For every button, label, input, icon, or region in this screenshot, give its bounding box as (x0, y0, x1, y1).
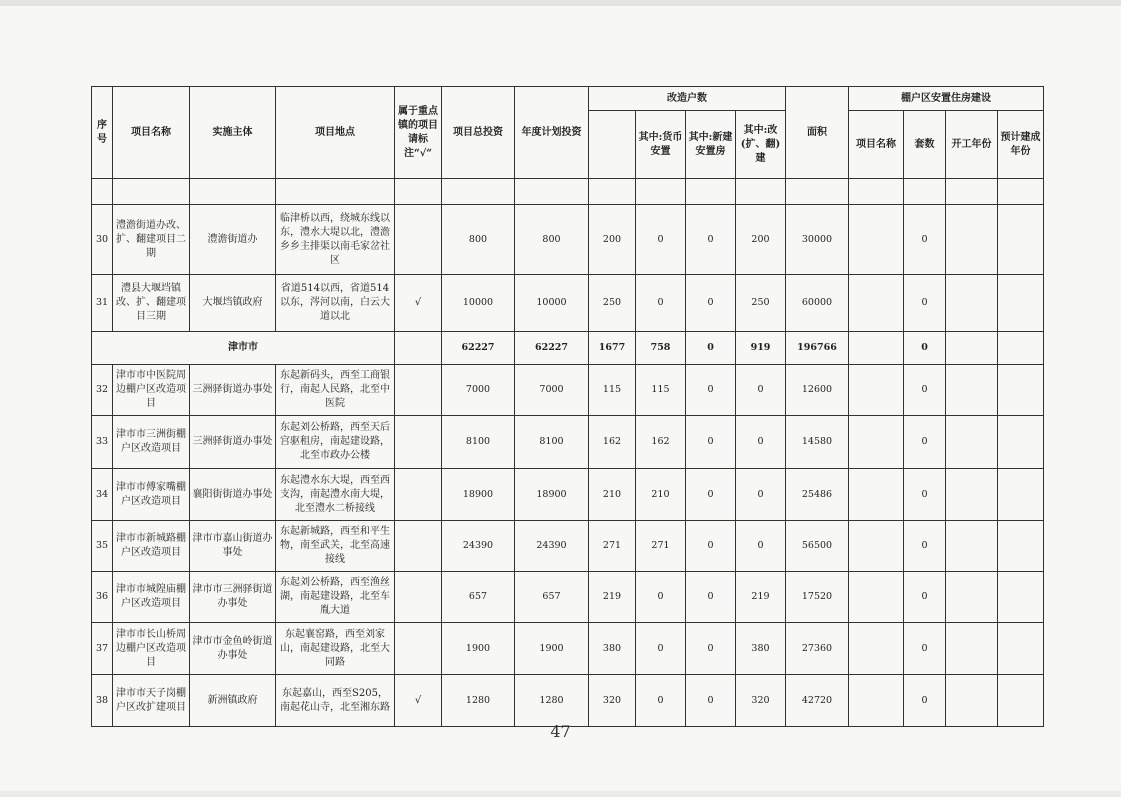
cell-res-finish (998, 365, 1044, 416)
table-row (92, 675, 1044, 727)
cell-area: 56500 (786, 521, 849, 572)
cell-entity: 三洲驿街道办事处 (190, 416, 276, 469)
cell-hh-total: 162 (589, 416, 636, 469)
header-location: 项目地点 (276, 87, 395, 179)
cell-hh-new: 0 (686, 521, 736, 572)
cell-hh-renovate: 250 (736, 275, 786, 332)
cell-location: 省道514以西，省道514以东，涔河以南，白云大道以北 (276, 275, 395, 332)
cell-seq: 38 (92, 675, 113, 727)
cell-hh-renovate: 0 (736, 521, 786, 572)
cell-area: 17520 (786, 572, 849, 623)
cell-res-start (946, 275, 998, 332)
cell-project-name: 津市市天子岗棚户区改扩建项目 (113, 675, 190, 727)
cell-project-name: 澧县大堰垱镇改、扩、翻建项目三期 (113, 275, 190, 332)
subtotal-annual-investment: 62227 (515, 332, 589, 365)
cell-hh-money: 0 (636, 205, 686, 275)
cell-res-finish (998, 572, 1044, 623)
cell-hh-money: 0 (636, 275, 686, 332)
cell-annual-investment: 1900 (515, 623, 589, 675)
cell-hh-money: 115 (636, 365, 686, 416)
header-res-start: 开工年份 (946, 111, 998, 179)
cell-location: 东起澧水东大堤，西至西支沟，南起澧水南大堤，北至澧水二桥接线 (276, 469, 395, 521)
cell-res-finish (998, 675, 1044, 727)
cell-hh-total: 210 (589, 469, 636, 521)
cell-seq: 31 (92, 275, 113, 332)
scan-edge-bottom (0, 791, 1121, 797)
cell-key-town: √ (395, 275, 442, 332)
cell-res-finish (998, 469, 1044, 521)
subtotal-hh-money: 758 (636, 332, 686, 365)
cell-location: 东起襄窑路，西至刘家山，南起建设路，北至大同路 (276, 623, 395, 675)
cell-total-investment: 8100 (442, 416, 515, 469)
cell-location: 东起刘公桥路，西至渔丝湖，南起建设路，北至车胤大道 (276, 572, 395, 623)
cell-annual-investment: 24390 (515, 521, 589, 572)
header-area: 面积 (786, 87, 849, 179)
cell-area: 12600 (786, 365, 849, 416)
header-hh-total (589, 111, 636, 179)
cell-entity: 新洲镇政府 (190, 675, 276, 727)
table-row (92, 623, 1044, 675)
cell-total-investment: 1900 (442, 623, 515, 675)
cell-hh-total: 200 (589, 205, 636, 275)
cell-hh-new: 0 (686, 416, 736, 469)
cell-seq: 33 (92, 416, 113, 469)
cell-area: 27360 (786, 623, 849, 675)
cell-res-start (946, 365, 998, 416)
header-hh-new: 其中:新建安置房 (686, 111, 736, 179)
cell-res-start (946, 572, 998, 623)
cell-res-name (849, 623, 904, 675)
subtotal-total-investment: 62227 (442, 332, 515, 365)
cell-hh-money: 210 (636, 469, 686, 521)
cell-area: 14580 (786, 416, 849, 469)
cell-entity: 襄阳街街道办事处 (190, 469, 276, 521)
cell-annual-investment: 7000 (515, 365, 589, 416)
subtotal-area: 196766 (786, 332, 849, 365)
cell-entity: 三洲驿街道办事处 (190, 365, 276, 416)
cell-hh-total: 320 (589, 675, 636, 727)
cell-res-name (849, 205, 904, 275)
cell-res-start (946, 623, 998, 675)
subtotal-hh-new: 0 (686, 332, 736, 365)
cell-total-investment: 24390 (442, 521, 515, 572)
cell-hh-total: 250 (589, 275, 636, 332)
cell-res-start (946, 675, 998, 727)
cell-hh-renovate: 0 (736, 469, 786, 521)
cell-project-name: 津市市新城路棚户区改造项目 (113, 521, 190, 572)
cell-total-investment: 7000 (442, 365, 515, 416)
cell-res-start (946, 205, 998, 275)
subtotal-label: 津市市 (92, 332, 395, 365)
cell-res-units: 0 (904, 521, 946, 572)
table-row (92, 469, 1044, 521)
cell-res-units: 0 (904, 675, 946, 727)
cell-hh-renovate: 0 (736, 365, 786, 416)
cell-total-investment: 1280 (442, 675, 515, 727)
cell-annual-investment: 18900 (515, 469, 589, 521)
cell-res-name (849, 275, 904, 332)
header-annual-investment: 年度计划投资 (515, 87, 589, 179)
header-households-group: 改造户数 (589, 87, 786, 111)
cell-annual-investment: 657 (515, 572, 589, 623)
cell-res-finish (998, 332, 1044, 365)
table-header (92, 87, 1044, 179)
cell-res-finish (998, 416, 1044, 469)
cell-res-finish (998, 205, 1044, 275)
cell-hh-new: 0 (686, 469, 736, 521)
cell-project-name: 澧澹街道办改、扩、翻建项目二期 (113, 205, 190, 275)
cell-res-units: 0 (904, 416, 946, 469)
cell-res-name (849, 469, 904, 521)
cell-hh-new: 0 (686, 365, 736, 416)
cell-res-units: 0 (904, 623, 946, 675)
cell-res-start (946, 521, 998, 572)
header-project-name: 项目名称 (113, 87, 190, 179)
cell-res-units: 0 (904, 365, 946, 416)
cell-res-name (849, 332, 904, 365)
cell-project-name: 津市市中医院周边棚户区改造项目 (113, 365, 190, 416)
cell-hh-renovate: 0 (736, 416, 786, 469)
table-row (92, 365, 1044, 416)
cell-seq: 35 (92, 521, 113, 572)
cell-hh-total: 115 (589, 365, 636, 416)
header-seq: 序号 (92, 87, 113, 179)
cell-project-name: 津市市长山桥周边棚户区改造项目 (113, 623, 190, 675)
cell-res-start (946, 332, 998, 365)
cell-res-name (849, 521, 904, 572)
cell-annual-investment: 10000 (515, 275, 589, 332)
cell-project-name: 津市市三洲街棚户区改造项目 (113, 416, 190, 469)
cell-hh-new: 0 (686, 675, 736, 727)
cell-hh-new: 0 (686, 275, 736, 332)
header-res-finish: 预计建成年份 (998, 111, 1044, 179)
subtotal-hh-renovate: 919 (736, 332, 786, 365)
cell-entity: 津市市嘉山街道办事处 (190, 521, 276, 572)
table-row (92, 275, 1044, 332)
project-table (91, 86, 1044, 727)
cell-key-town (395, 205, 442, 275)
cell-project-name: 津市市傅家嘴棚户区改造项目 (113, 469, 190, 521)
cell-hh-new: 0 (686, 205, 736, 275)
cell-hh-money: 0 (636, 572, 686, 623)
spacer-row (92, 179, 1044, 205)
cell-total-investment: 800 (442, 205, 515, 275)
cell-hh-money: 162 (636, 416, 686, 469)
cell-res-units: 0 (904, 275, 946, 332)
cell-total-investment: 657 (442, 572, 515, 623)
cell-hh-renovate: 200 (736, 205, 786, 275)
cell-area: 60000 (786, 275, 849, 332)
cell-key-town (395, 332, 442, 365)
cell-hh-money: 0 (636, 675, 686, 727)
header-hh-renovate: 其中:改(扩、翻)建 (736, 111, 786, 179)
cell-entity: 大堰垱镇政府 (190, 275, 276, 332)
cell-hh-renovate: 380 (736, 623, 786, 675)
cell-hh-money: 271 (636, 521, 686, 572)
table-row (92, 521, 1044, 572)
cell-key-town (395, 623, 442, 675)
header-res-units: 套数 (904, 111, 946, 179)
cell-key-town (395, 572, 442, 623)
cell-key-town (395, 521, 442, 572)
cell-area: 25486 (786, 469, 849, 521)
header-resettlement-group: 棚户区安置住房建设 (849, 87, 1044, 111)
cell-location: 东起新码头，西至工商银行，南起人民路，北至中医院 (276, 365, 395, 416)
cell-res-name (849, 365, 904, 416)
table-row (92, 416, 1044, 469)
cell-res-units: 0 (904, 469, 946, 521)
cell-hh-new: 0 (686, 623, 736, 675)
cell-key-town: √ (395, 675, 442, 727)
cell-area: 30000 (786, 205, 849, 275)
table-row (92, 205, 1044, 275)
cell-res-finish (998, 623, 1044, 675)
subtotal-hh-total: 1677 (589, 332, 636, 365)
table-row (92, 572, 1044, 623)
cell-seq: 32 (92, 365, 113, 416)
cell-total-investment: 10000 (442, 275, 515, 332)
scan-edge-top (0, 0, 1121, 6)
cell-annual-investment: 8100 (515, 416, 589, 469)
cell-res-units: 0 (904, 572, 946, 623)
header-entity: 实施主体 (190, 87, 276, 179)
header-hh-money: 其中:货币安置 (636, 111, 686, 179)
cell-location: 临津桥以西，绕城东线以东，澧水大堤以北，澧澹乡乡主排渠以南毛家岔社区 (276, 205, 395, 275)
cell-area: 42720 (786, 675, 849, 727)
cell-key-town (395, 365, 442, 416)
cell-res-finish (998, 521, 1044, 572)
cell-hh-new: 0 (686, 572, 736, 623)
subtotal-row (92, 332, 1044, 365)
cell-location: 东起刘公桥路，西至天后宫驱租房，南起建设路，北至市政办公楼 (276, 416, 395, 469)
header-total-investment: 项目总投资 (442, 87, 515, 179)
cell-seq: 37 (92, 623, 113, 675)
cell-seq: 34 (92, 469, 113, 521)
cell-seq: 30 (92, 205, 113, 275)
cell-res-start (946, 416, 998, 469)
subtotal-res-units: 0 (904, 332, 946, 365)
cell-project-name: 津市市城隍庙棚户区改造项目 (113, 572, 190, 623)
cell-annual-investment: 1280 (515, 675, 589, 727)
header-res-name: 项目名称 (849, 111, 904, 179)
cell-hh-renovate: 320 (736, 675, 786, 727)
cell-res-name (849, 675, 904, 727)
cell-location: 东起嘉山，西至S205，南起花山寺，北至湘东路 (276, 675, 395, 727)
cell-res-start (946, 469, 998, 521)
table-body (92, 179, 1044, 727)
cell-key-town (395, 469, 442, 521)
cell-hh-total: 271 (589, 521, 636, 572)
cell-res-name (849, 572, 904, 623)
cell-key-town (395, 416, 442, 469)
cell-hh-total: 380 (589, 623, 636, 675)
cell-annual-investment: 800 (515, 205, 589, 275)
cell-entity: 津市市金鱼岭街道办事处 (190, 623, 276, 675)
cell-hh-money: 0 (636, 623, 686, 675)
cell-total-investment: 18900 (442, 469, 515, 521)
cell-hh-total: 219 (589, 572, 636, 623)
header-key-town: 属于重点镇的项目请标注“√“ (395, 87, 442, 179)
cell-res-units: 0 (904, 205, 946, 275)
cell-entity: 澧澹街道办 (190, 205, 276, 275)
page-number: 47 (550, 722, 571, 741)
cell-hh-renovate: 219 (736, 572, 786, 623)
cell-res-name (849, 416, 904, 469)
cell-res-finish (998, 275, 1044, 332)
cell-location: 东起新城路，西至和平生物，南至武关，北至高速接线 (276, 521, 395, 572)
cell-seq: 36 (92, 572, 113, 623)
cell-entity: 津市市三洲驿街道办事处 (190, 572, 276, 623)
